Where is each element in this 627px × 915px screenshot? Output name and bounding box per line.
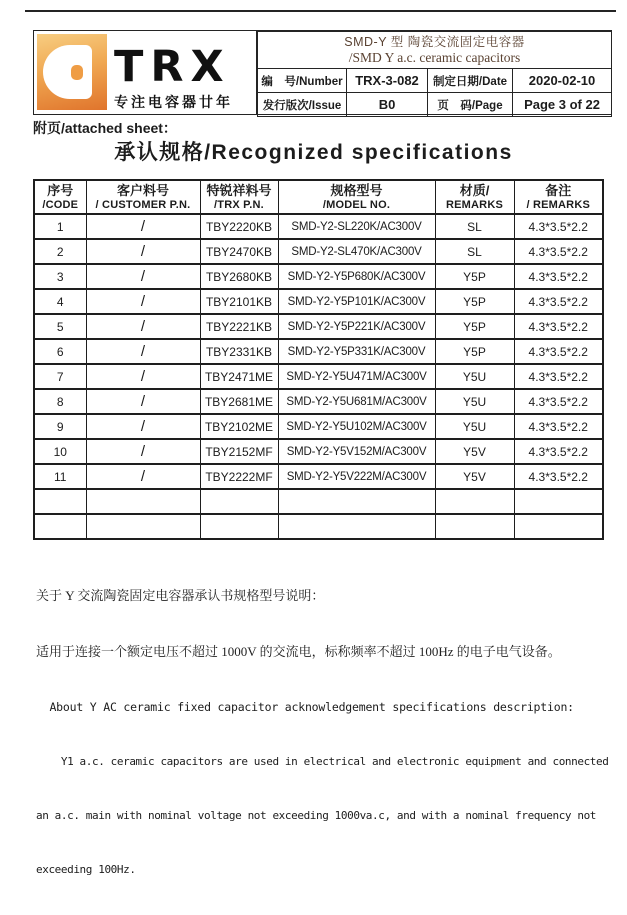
table-cell: 3: [34, 264, 86, 289]
table-row: [34, 389, 603, 414]
specifications-table: [33, 179, 604, 540]
table-cell: SMD-Y2-Y5U681M/AC300V: [278, 389, 435, 414]
table-row: [34, 214, 603, 239]
table-cell: SMD-Y2-Y5V152M/AC300V: [278, 439, 435, 464]
doc-title-en: /SMD Y a.c. ceramic capacitors: [348, 50, 521, 65]
table-row: [34, 464, 603, 489]
table-cell: [278, 489, 435, 514]
table-cell: Y5V: [435, 439, 514, 464]
table-cell: TBY2220KB: [200, 214, 278, 239]
table-cell: SMD-Y2-Y5P101K/AC300V: [278, 289, 435, 314]
table-cell: 4.3*3.5*2.2: [514, 239, 603, 264]
note-line: About Y AC ceramic fixed capacitor acknowledgement specifications description:: [36, 700, 574, 714]
table-cell: 10: [34, 439, 86, 464]
table-cell: 8: [34, 389, 86, 414]
column-header-customer-pn: 客户料号 / CUSTOMER P.N.: [86, 180, 200, 214]
column-header-remarks: 备注 / REMARKS: [514, 180, 603, 214]
table-cell: /: [86, 339, 200, 364]
table-cell: SMD-Y2-Y5V222M/AC300V: [278, 464, 435, 489]
doc-title-cell: [258, 32, 612, 69]
note-line: an a.c. main with nominal voltage not exceeding 1000va.c, and with a nominal frequency not: [36, 809, 597, 822]
table-cell: /: [86, 464, 200, 489]
doc-info-row: [258, 69, 612, 93]
attached-sheet-label: 附页/attached sheet：: [33, 120, 177, 136]
note-line: exceeding 100Hz.: [36, 863, 136, 876]
table-cell: SL: [435, 239, 514, 264]
table-cell: [200, 489, 278, 514]
document-header: [33, 30, 612, 115]
table-cell: /: [86, 364, 200, 389]
logo-text-block: [114, 42, 254, 112]
note-line: Y1 a.c. ceramic capacitors are used in electrical and electronic equipment and connected: [36, 755, 609, 768]
table-row: [34, 289, 603, 314]
notes-section: [36, 550, 614, 915]
table-cell: SMD-Y2-Y5U471M/AC300V: [278, 364, 435, 389]
table-cell: [200, 514, 278, 539]
table-cell: Y5U: [435, 389, 514, 414]
page-label: 页 码/Page: [428, 93, 513, 117]
table-cell: 4.3*3.5*2.2: [514, 214, 603, 239]
table-row: [34, 264, 603, 289]
table-cell: SMD-Y2-SL220K/AC300V: [278, 214, 435, 239]
table-cell: 11: [34, 464, 86, 489]
table-cell: 4.3*3.5*2.2: [514, 339, 603, 364]
table-cell: 2: [34, 239, 86, 264]
table-cell: /: [86, 239, 200, 264]
table-cell: Y5U: [435, 364, 514, 389]
page-value: Page 3 of 22: [513, 93, 612, 117]
table-cell: /: [86, 414, 200, 439]
date-label: 制定日期/Date: [428, 69, 513, 93]
top-divider: [25, 10, 616, 12]
table-cell: [514, 489, 603, 514]
table-cell: 9: [34, 414, 86, 439]
column-header-material: 材质/ REMARKS: [435, 180, 514, 214]
table-cell: [34, 489, 86, 514]
table-row: [34, 439, 603, 464]
spec-table-body: [34, 214, 603, 539]
table-cell: 4.3*3.5*2.2: [514, 414, 603, 439]
table-cell: /: [86, 314, 200, 339]
brand-name: TRX: [114, 42, 231, 92]
company-logo: [34, 31, 257, 114]
table-cell: [86, 489, 200, 514]
issue-label: 发行版次/Issue: [258, 93, 347, 117]
table-cell: Y5P: [435, 264, 514, 289]
table-cell: SMD-Y2-Y5P680K/AC300V: [278, 264, 435, 289]
table-cell: 7: [34, 364, 86, 389]
table-row: [34, 489, 603, 514]
trx-logo-icon: [37, 34, 107, 110]
table-cell: /: [86, 264, 200, 289]
table-cell: SL: [435, 214, 514, 239]
table-cell: [435, 514, 514, 539]
table-cell: 4.3*3.5*2.2: [514, 464, 603, 489]
issue-value: B0: [347, 93, 428, 117]
column-header-code: 序号 /CODE: [34, 180, 86, 214]
table-cell: /: [86, 439, 200, 464]
table-cell: /: [86, 289, 200, 314]
date-value: 2020-02-10: [513, 69, 612, 93]
column-header-model-no: 规格型号 /MODEL NO.: [278, 180, 435, 214]
table-row: [34, 239, 603, 264]
table-cell: TBY2680KB: [200, 264, 278, 289]
table-cell: [435, 489, 514, 514]
table-cell: SMD-Y2-Y5P331K/AC300V: [278, 339, 435, 364]
table-cell: SMD-Y2-Y5U102M/AC300V: [278, 414, 435, 439]
table-cell: TBY2221KB: [200, 314, 278, 339]
table-cell: /: [86, 389, 200, 414]
table-cell: [34, 514, 86, 539]
table-cell: Y5P: [435, 289, 514, 314]
table-header-row: [34, 180, 603, 214]
doc-info-row: [258, 93, 612, 117]
table-row: [34, 339, 603, 364]
table-cell: 5: [34, 314, 86, 339]
table-cell: 4.3*3.5*2.2: [514, 389, 603, 414]
page-title: 承认规格/Recognized specifications: [114, 141, 513, 164]
table-cell: 4.3*3.5*2.2: [514, 289, 603, 314]
table-cell: 6: [34, 339, 86, 364]
table-cell: SMD-Y2-SL470K/AC300V: [278, 239, 435, 264]
brand-slogan: 专注电容器廿年: [114, 94, 233, 110]
table-row: [34, 414, 603, 439]
note-line: 关于 Y 交流陶瓷固定电容器承认书规格型号说明：: [36, 588, 325, 603]
table-cell: TBY2331KB: [200, 339, 278, 364]
table-cell: TBY2470KB: [200, 239, 278, 264]
table-cell: /: [86, 214, 200, 239]
doc-title-row: [258, 32, 612, 69]
table-cell: 4.3*3.5*2.2: [514, 439, 603, 464]
number-label: 编 号/Number: [258, 69, 347, 93]
table-cell: 4: [34, 289, 86, 314]
table-cell: TBY2101KB: [200, 289, 278, 314]
table-cell: 4.3*3.5*2.2: [514, 364, 603, 389]
note-line: 适用于连接一个额定电压不超过 1000V 的交流电，标称频率不超过 100Hz 的电子电气设备。: [36, 644, 561, 659]
table-cell: [278, 514, 435, 539]
number-value: TRX-3-082: [347, 69, 428, 93]
logo-c-notch: [71, 65, 83, 80]
table-row: [34, 314, 603, 339]
table-row: [34, 364, 603, 389]
table-cell: TBY2681ME: [200, 389, 278, 414]
table-cell: Y5P: [435, 314, 514, 339]
table-cell: Y5U: [435, 414, 514, 439]
doc-title-cn: SMD-Y 型 陶瓷交流固定电容器: [344, 35, 525, 49]
table-cell: TBY2222MF: [200, 464, 278, 489]
table-cell: 4.3*3.5*2.2: [514, 314, 603, 339]
table-cell: Y5P: [435, 339, 514, 364]
table-cell: [86, 514, 200, 539]
document-info-table: [257, 31, 612, 117]
table-cell: [514, 514, 603, 539]
table-cell: TBY2152MF: [200, 439, 278, 464]
table-row: [34, 514, 603, 539]
logo-c-shape: [43, 45, 92, 100]
column-header-trx-pn: 特锐祥料号 /TRX P.N.: [200, 180, 278, 214]
table-cell: 4.3*3.5*2.2: [514, 264, 603, 289]
table-cell: Y5V: [435, 464, 514, 489]
table-cell: 1: [34, 214, 86, 239]
table-cell: TBY2471ME: [200, 364, 278, 389]
table-cell: TBY2102ME: [200, 414, 278, 439]
table-cell: SMD-Y2-Y5P221K/AC300V: [278, 314, 435, 339]
